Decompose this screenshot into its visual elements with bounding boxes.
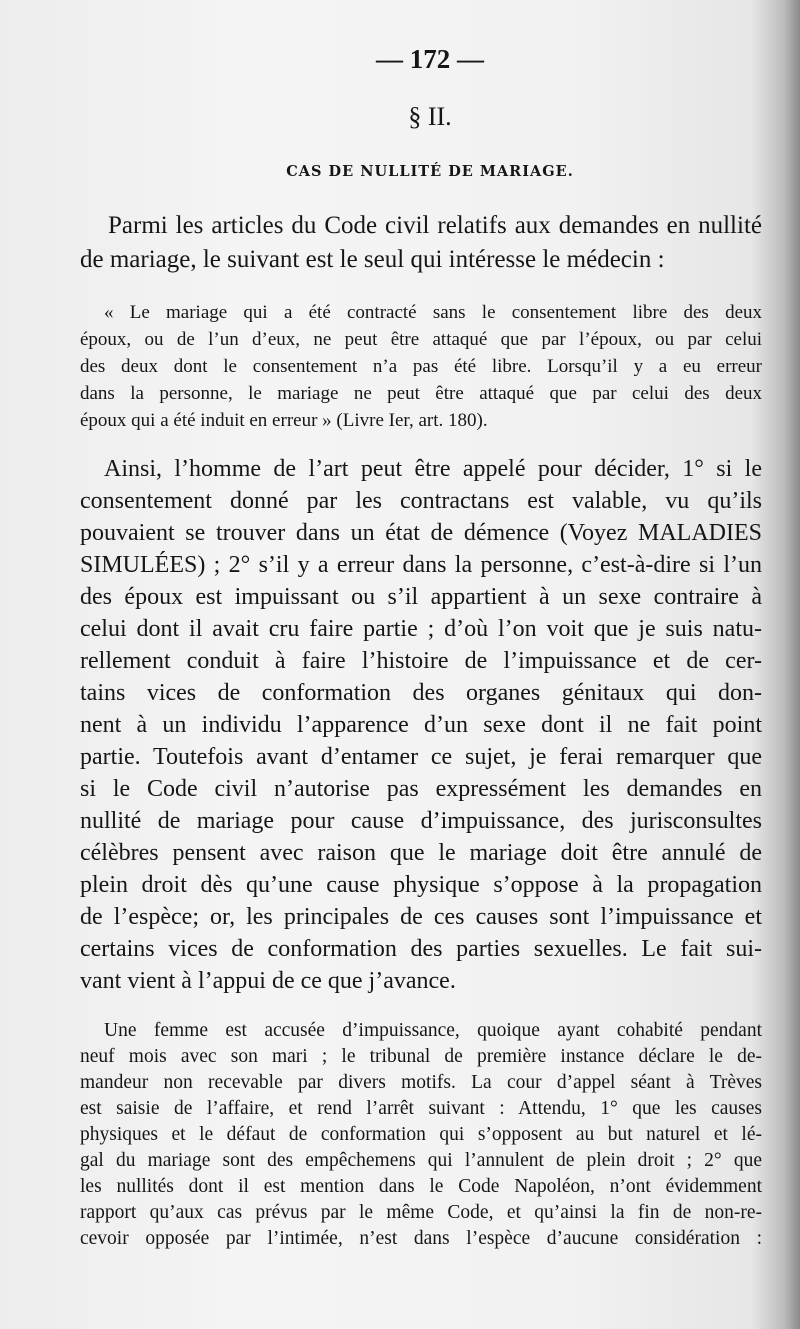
text-line: rellement conduit à faire l’histoire de l’impuissance et de cer- xyxy=(80,648,762,674)
text-line: nullité de mariage pour cause d’impuissance, des jurisconsultes xyxy=(80,808,762,834)
text-line: époux qui a été induit en erreur » (Livre Ier, art. 180). xyxy=(80,410,488,431)
text-line: pouvaient se trouver dans un état de démence (Voyez MALADIES xyxy=(80,520,762,546)
page-number: — 172 — xyxy=(376,44,484,74)
text-line: « Le mariage qui a été contracté sans le consentement libre des deux xyxy=(104,302,762,323)
text-line: est saisie de l’affaire, et rend l’arrêt suivant : Attendu, 1° que les causes xyxy=(80,1098,762,1119)
text-line: cevoir opposée par l’intimée, n’est dans l’espèce d’aucune considération : xyxy=(80,1228,762,1249)
text-line: Une femme est accusée d’impuissance, quoique ayant cohabité pendant xyxy=(104,1020,762,1041)
text-line: rapport qu’aux cas prévus par le même Code, et qu’ainsi la fin de non-re- xyxy=(80,1202,762,1223)
text-line: les nullités dont il est mention dans le Code Napoléon, n’ont évidemment xyxy=(80,1176,762,1197)
text-line: mandeur non recevable par divers motifs. La cour d’appel séant à Trèves xyxy=(80,1072,762,1093)
text-line: célèbres pensent avec raison que le mariage doit être annulé de xyxy=(80,840,762,866)
text-line: celui dont il avait cru faire partie ; d’où l’on voit que je suis natu- xyxy=(80,616,762,642)
text-line: de mariage, le suivant est le seul qui intéresse le médecin : xyxy=(80,246,665,273)
text-line: Parmi les articles du Code civil relatifs aux demandes en nullité xyxy=(108,212,762,239)
text-line: dans la personne, le mariage ne peut être attaqué que par celui des deux xyxy=(80,383,762,404)
section-title: CAS DE NULLITÉ DE MARIAGE. xyxy=(286,163,574,180)
text-line: Ainsi, l’homme de l’art peut être appelé pour décider, 1° si le xyxy=(104,456,762,482)
text-line: consentement donné par les contractans est valable, vu qu’ils xyxy=(80,488,762,514)
text-line: époux, ou de l’un d’eux, ne peut être attaqué que par l’époux, ou par celui xyxy=(80,329,762,350)
text-line: physiques et le défaut de conformation qui s’opposent au but naturel et lé- xyxy=(80,1124,762,1145)
text-line: certains vices de conformation des parties sexuelles. Le fait sui- xyxy=(80,936,762,962)
text-line: SIMULÉES) ; 2° s’il y a erreur dans la personne, c’est-à-dire si l’un xyxy=(80,552,762,578)
text-line: partie. Toutefois avant d’entamer ce sujet, je ferai remarquer que xyxy=(80,744,762,770)
text-line: gal du mariage sont des empêchemens qui l’annulent de plein droit ; 2° que xyxy=(80,1150,762,1171)
text-line: nent à un individu l’apparence d’un sexe dont il ne fait point xyxy=(80,712,762,738)
text-line: de l’espèce; or, les principales de ces causes sont l’impuissance et xyxy=(80,904,762,930)
text-line: si le Code civil n’autorise pas expressément les demandes en xyxy=(80,776,762,802)
text-line: vant vient à l’appui de ce que j’avance. xyxy=(80,968,456,994)
section-heading: § II. xyxy=(408,102,452,131)
text-line: plein droit dès qu’une cause physique s’oppose à la propagation xyxy=(80,872,762,898)
text-line: neuf mois avec son mari ; le tribunal de première instance déclare le de- xyxy=(80,1046,762,1067)
text-line: des époux est impuissant ou s’il appartient à un sexe contraire à xyxy=(80,584,762,610)
text-line: tains vices de conformation des organes génitaux qui don- xyxy=(80,680,762,706)
text-line: des deux dont le consentement n’a pas été libre. Lorsqu’il y a eu erreur xyxy=(80,356,762,377)
